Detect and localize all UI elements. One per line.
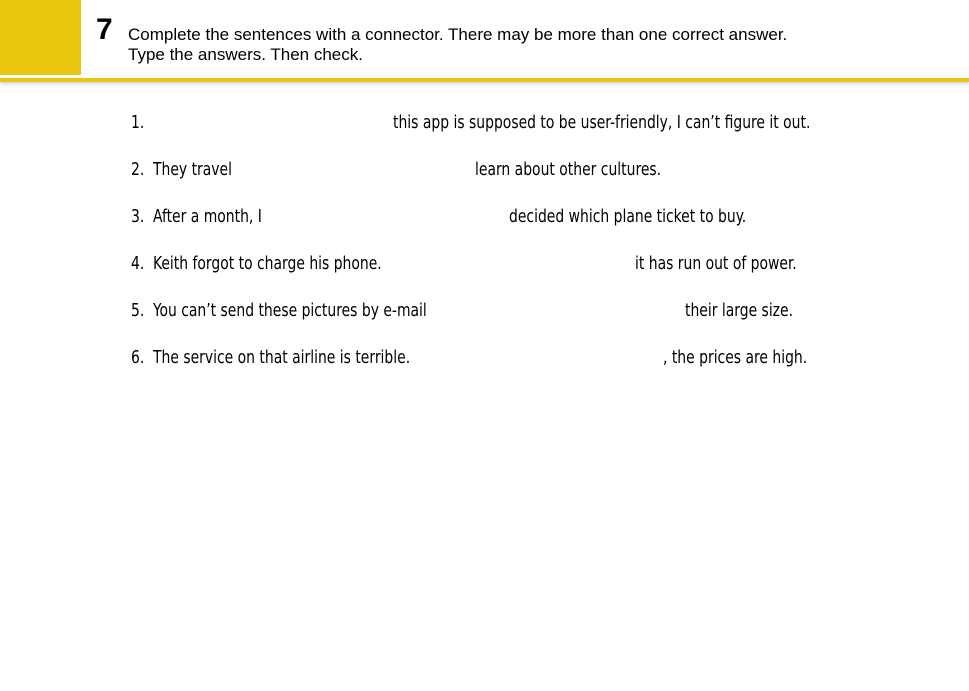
- sentence-2: [131, 158, 851, 182]
- sentence-number: 4.: [131, 253, 145, 274]
- answer-input-2[interactable]: [241, 158, 471, 182]
- sentence-1: [131, 111, 851, 135]
- answer-input-1[interactable]: [153, 111, 385, 135]
- sentence-number: 2.: [131, 159, 145, 180]
- sentence-number: 3.: [131, 206, 145, 227]
- exercise-number: 7: [96, 13, 113, 46]
- sentence-4: [131, 252, 851, 276]
- sentence-number: 6.: [131, 347, 145, 368]
- sentence-5: [131, 299, 851, 323]
- sentence-text-after: this app is supposed to be user-friendly, I can’t figure it out.: [393, 112, 811, 133]
- answer-input-4[interactable]: [403, 252, 629, 276]
- sentence-6: [131, 346, 851, 370]
- sentence-text-after: decided which plane ticket to buy.: [509, 206, 747, 227]
- sentence-number: 5.: [131, 300, 145, 321]
- sentence-3: [131, 205, 851, 229]
- sentence-text-after: it has run out of power.: [635, 253, 797, 274]
- sentence-text-before: After a month, I: [153, 206, 262, 227]
- sentence-text-after: , the prices are high.: [663, 347, 808, 368]
- sentence-text-after: their large size.: [685, 300, 793, 321]
- header-divider: [0, 78, 969, 82]
- answer-input-6[interactable]: [431, 346, 659, 370]
- instruction-line-1: Complete the sentences with a connector. There may be more than one correct answer.: [128, 25, 788, 44]
- sentence-text-before: Keith forgot to charge his phone.: [153, 253, 382, 274]
- sentence-text-before: They travel: [153, 159, 232, 180]
- sentence-number: 1.: [131, 112, 145, 133]
- answer-input-5[interactable]: [453, 299, 679, 323]
- sentence-text-after: learn about other cultures.: [475, 159, 662, 180]
- sentence-text-before: You can’t send these pictures by e-mail: [153, 300, 427, 321]
- instructions: [128, 25, 787, 65]
- header-accent-block: [0, 0, 81, 75]
- instruction-line-2: Type the answers. Then check.: [128, 45, 363, 64]
- sentence-text-before: The service on that airline is terrible.: [153, 347, 411, 368]
- answer-input-3[interactable]: [277, 205, 505, 229]
